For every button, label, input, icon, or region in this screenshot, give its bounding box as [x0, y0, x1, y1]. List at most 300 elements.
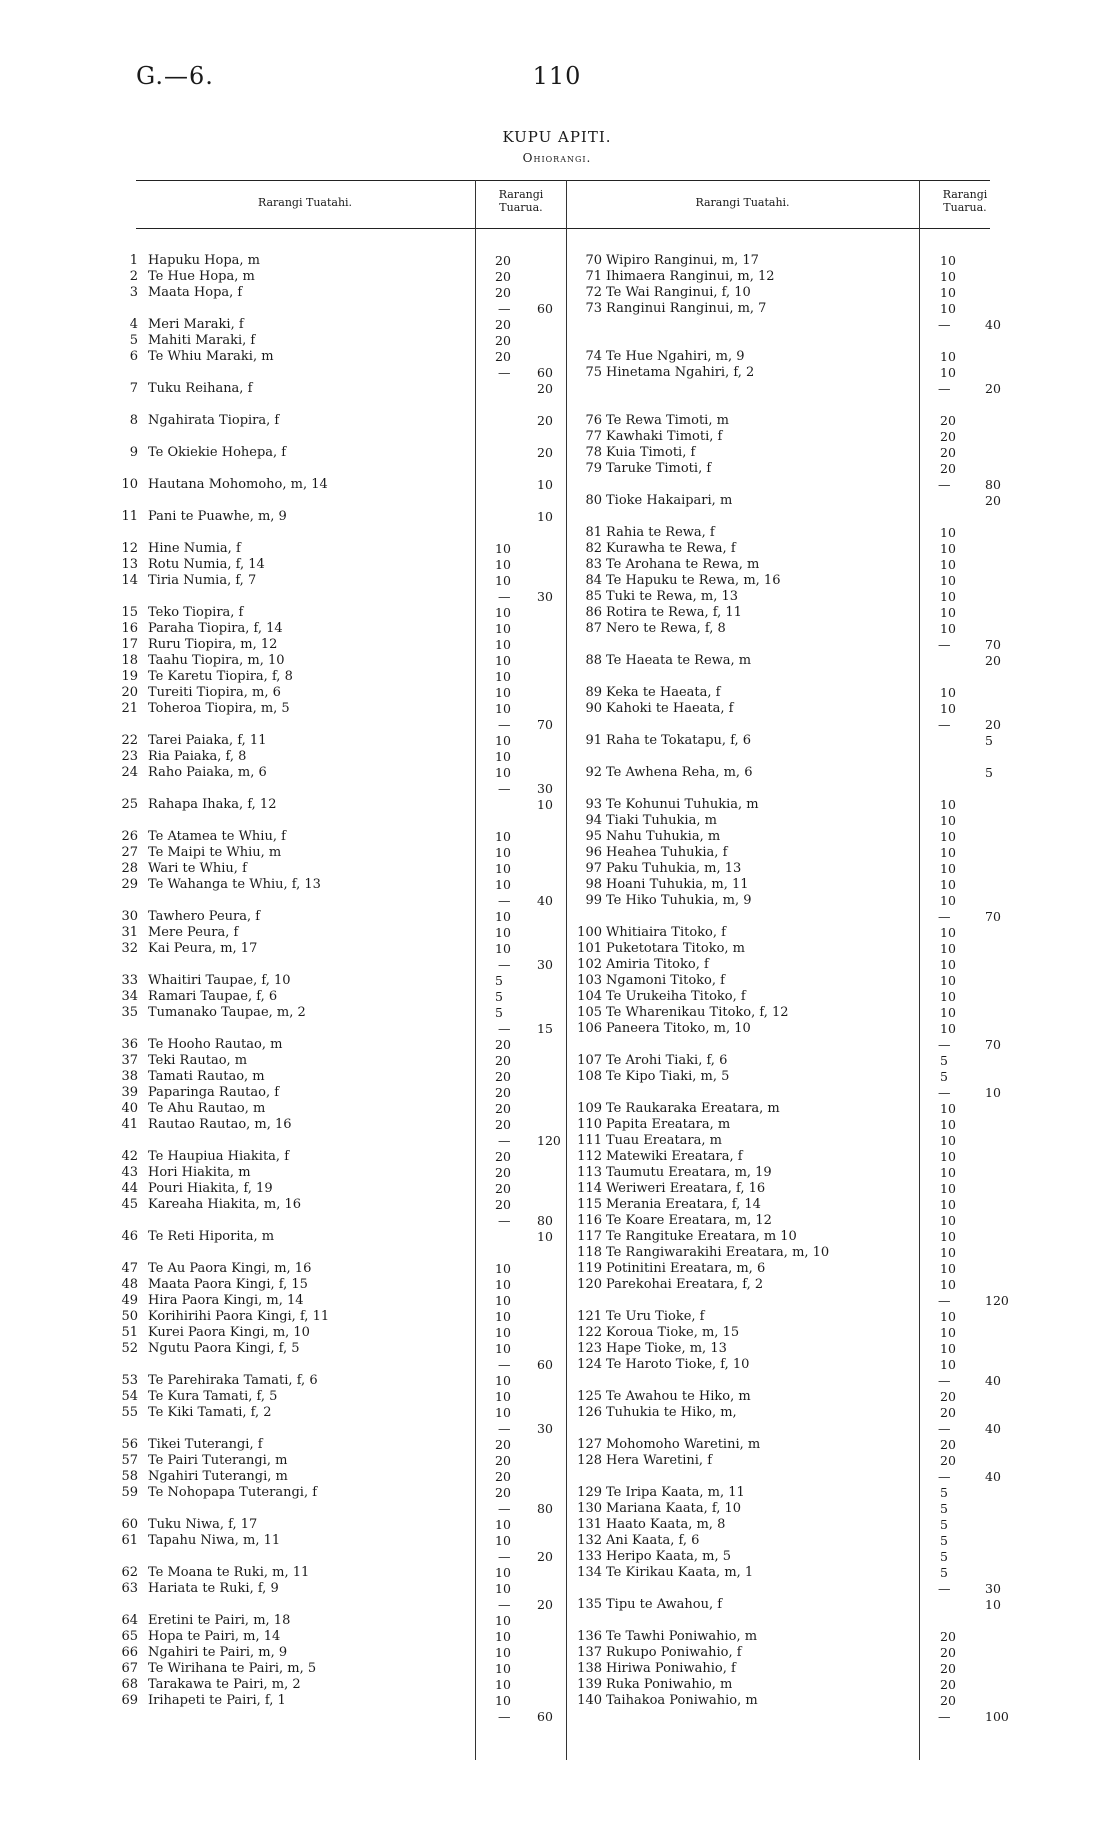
entry-number: 56	[121, 1437, 138, 1452]
subtotal-value: 70	[985, 1037, 1001, 1052]
subtotal-value: 60	[537, 301, 553, 316]
entry-name: Papita Ereatara, m	[606, 1117, 731, 1132]
table-row	[0, 941, 1114, 957]
entry-number: 136	[577, 1629, 602, 1644]
subtotal-value: 20	[537, 413, 553, 428]
subtotal-value: 20	[537, 1549, 553, 1564]
subtotal-value: 30	[537, 957, 553, 972]
entry-number: 87	[585, 621, 602, 636]
table-row	[0, 1021, 1114, 1037]
entry-number: 68	[121, 1677, 138, 1692]
subtotal-dash: —	[938, 717, 951, 732]
share-value: 20	[495, 1037, 511, 1052]
entry-number: 119	[577, 1261, 602, 1276]
entry-name: Kawhaki Timoti, f	[606, 429, 723, 444]
entry-name: Tipu te Awahou, f	[606, 1597, 723, 1612]
entry-number: 76	[585, 413, 602, 428]
entry-name: Te Pairi Tuterangi, m	[148, 1453, 288, 1468]
share-value: 10	[940, 1117, 956, 1132]
entry-number: 105	[577, 1005, 602, 1020]
entry-name: Weriweri Ereatara, f, 16	[606, 1181, 766, 1196]
subtotal-value: 40	[985, 1469, 1001, 1484]
entry-number: 94	[585, 813, 602, 828]
entry-number: 75	[585, 365, 602, 380]
entry-name: Te Uru Tioke, f	[606, 1309, 705, 1324]
entry-name: Te Parehiraka Tamati, f, 6	[148, 1373, 318, 1388]
entry-number: 51	[121, 1325, 138, 1340]
table-row	[0, 1437, 1114, 1453]
share-value: 5	[940, 1501, 948, 1516]
entry-number: 6	[129, 349, 138, 364]
share-value: 20	[495, 1181, 511, 1196]
share-value: 10	[495, 669, 511, 684]
table-row	[0, 797, 1114, 813]
entry-name: Te Atamea te Whiu, f	[148, 829, 286, 844]
entry-name: Rotu Numia, f, 14	[148, 557, 265, 572]
table-row	[0, 589, 1114, 605]
subtotal-dash: —	[498, 589, 511, 604]
share-value: 10	[940, 1021, 956, 1036]
subtotal-value: 80	[537, 1501, 553, 1516]
entry-name: Rotira te Rewa, f, 11	[606, 605, 742, 620]
subtotal-dash: —	[938, 1293, 951, 1308]
share-value: 5	[940, 1053, 948, 1068]
entry-name: Ihimaera Ranginui, m, 12	[606, 269, 775, 284]
table-row	[0, 285, 1114, 301]
table-row	[0, 1149, 1114, 1165]
share-value: 20	[940, 445, 956, 460]
entry-number: 92	[585, 765, 602, 780]
share-value: 10	[940, 589, 956, 604]
entry-name: Tuku Reihana, f	[148, 381, 253, 396]
page-code: G.—6.	[136, 62, 214, 90]
table-row	[0, 1453, 1114, 1469]
entry-name: Hautana Mohomoho, m, 14	[148, 477, 328, 492]
entry-name: Wari te Whiu, f	[148, 861, 247, 876]
entry-name: Rautao Rautao, m, 16	[148, 1117, 292, 1132]
table-row	[0, 813, 1114, 829]
subtotal-value: 60	[537, 365, 553, 380]
share-value: 20	[495, 1053, 511, 1068]
subtotal-row	[0, 717, 1114, 733]
entry-name: Tawhero Peura, f	[148, 909, 261, 924]
entry-number: 37	[121, 1053, 138, 1068]
share-value: 20	[940, 413, 956, 428]
entry-number: 32	[121, 941, 138, 956]
entry-name: Te Hue Ngahiri, m, 9	[606, 349, 745, 364]
entry-name: Mahiti Maraki, f	[148, 333, 256, 348]
entry-number: 26	[121, 829, 138, 844]
share-value: 10	[495, 1341, 511, 1356]
subtotal-dash: —	[938, 637, 951, 652]
share-value: 10	[940, 973, 956, 988]
entry-number: 36	[121, 1037, 138, 1052]
share-value: 20	[495, 1101, 511, 1116]
entry-name: Tureiti Tiopira, m, 6	[148, 685, 281, 700]
entry-name: Hori Hiakita, m	[148, 1165, 251, 1180]
entry-number: 108	[577, 1069, 602, 1084]
subtotal-value: 60	[537, 1357, 553, 1372]
share-value: 10	[940, 1005, 956, 1020]
entry-number: 21	[121, 701, 138, 716]
entry-number: 124	[577, 1357, 602, 1372]
subtotal-dash: —	[498, 1133, 511, 1148]
entry-name: Te Okiekie Hohepa, f	[148, 445, 287, 460]
share-value: 10	[495, 1373, 511, 1388]
entry-number: 11	[121, 509, 138, 524]
share-value: 5	[495, 1005, 503, 1020]
entry-number: 40	[121, 1101, 138, 1116]
entry-name: Te Tawhi Poniwahio, m	[606, 1629, 758, 1644]
share-value: 20	[940, 1677, 956, 1692]
share-value: 20	[495, 1069, 511, 1084]
table-row	[0, 925, 1114, 941]
entry-number: 96	[585, 845, 602, 860]
subtotal-row	[0, 781, 1114, 797]
subtotal-value: 70	[537, 717, 553, 732]
share-value: 20	[940, 1453, 956, 1468]
subtotal-dash: —	[498, 1357, 511, 1372]
entry-number: 5	[129, 333, 138, 348]
entry-name: Tumanako Taupae, m, 2	[148, 1005, 306, 1020]
table-row	[0, 1341, 1114, 1357]
entry-number: 27	[121, 845, 138, 860]
entry-number: 84	[585, 573, 602, 588]
subtotal-dash: —	[498, 1213, 511, 1228]
table-row	[0, 1661, 1114, 1677]
entry-name: Ranginui Ranginui, m, 7	[606, 301, 767, 316]
subtotal-dash: —	[498, 365, 511, 380]
subtotal-dash: —	[498, 781, 511, 796]
entry-number: 2	[129, 269, 138, 284]
subtotal-value: 40	[985, 1373, 1001, 1388]
entry-number: 20	[121, 685, 138, 700]
subtotal-dash: —	[498, 957, 511, 972]
entry-number: 29	[121, 877, 138, 892]
entry-name: Te Rewa Timoti, m	[606, 413, 729, 428]
share-value: 5	[495, 989, 503, 1004]
entry-name: Tuki te Rewa, m, 13	[606, 589, 739, 604]
share-value: 20	[940, 1405, 956, 1420]
share-value: 20	[495, 1149, 511, 1164]
share-value: 10	[940, 877, 956, 892]
entry-name: Tuhukia te Hiko, m,	[606, 1405, 737, 1420]
entry-number: 138	[577, 1661, 602, 1676]
table-row	[0, 685, 1114, 701]
entry-number: 133	[577, 1549, 602, 1564]
entry-number: 81	[585, 525, 602, 540]
table-row	[0, 1501, 1114, 1517]
entry-name: Maata Paora Kingi, f, 15	[148, 1277, 308, 1292]
subtotal-value: 80	[985, 477, 1001, 492]
table-row	[0, 861, 1114, 877]
entry-name: Mariana Kaata, f, 10	[606, 1501, 742, 1516]
share-value: 10	[940, 989, 956, 1004]
entry-number: 104	[577, 989, 602, 1004]
share-value: 20	[495, 1165, 511, 1180]
subtotal-value: 20	[985, 717, 1001, 732]
share-value: 10	[495, 845, 511, 860]
share-value: 10	[495, 1629, 511, 1644]
subtotal-value: 20	[537, 445, 553, 460]
share-value: 10	[940, 1213, 956, 1228]
entry-number: 12	[121, 541, 138, 556]
table-row	[0, 1005, 1114, 1021]
entry-number: 113	[577, 1165, 602, 1180]
entry-number: 78	[585, 445, 602, 460]
entry-name: Te Awhena Reha, m, 6	[606, 765, 753, 780]
table-row	[0, 1645, 1114, 1661]
entry-name: Te Reti Hiporita, m	[148, 1229, 275, 1244]
entry-name: Pani te Puawhe, m, 9	[148, 509, 287, 524]
table-row	[0, 269, 1114, 285]
entry-number: 69	[121, 1693, 138, 1708]
entry-number: 77	[585, 429, 602, 444]
entry-number: 16	[121, 621, 138, 636]
share-value: 10	[940, 605, 956, 620]
entry-number: 123	[577, 1341, 602, 1356]
entry-number: 3	[129, 285, 138, 300]
entry-number: 139	[577, 1677, 602, 1692]
share-value: 20	[495, 1085, 511, 1100]
table-row	[0, 493, 1114, 509]
subtotal-dash: —	[938, 1373, 951, 1388]
share-value: 5	[940, 1517, 948, 1532]
entry-number: 88	[585, 653, 602, 668]
share-value: 10	[495, 685, 511, 700]
share-value: 20	[495, 285, 511, 300]
table-row	[0, 1117, 1114, 1133]
table-row	[0, 733, 1114, 749]
table-row	[0, 621, 1114, 637]
entry-number: 39	[121, 1085, 138, 1100]
entry-number: 93	[585, 797, 602, 812]
share-value: 10	[940, 685, 956, 700]
share-value: 10	[495, 877, 511, 892]
entry-number: 65	[121, 1629, 138, 1644]
subtotal-row	[0, 637, 1114, 653]
entry-name: Te Whiu Maraki, m	[148, 349, 274, 364]
table-row	[0, 1405, 1114, 1421]
entry-number: 126	[577, 1405, 602, 1420]
entry-number: 134	[577, 1565, 602, 1580]
share-value: 10	[940, 1277, 956, 1292]
entry-number: 116	[577, 1213, 602, 1228]
entry-name: Kai Peura, m, 17	[148, 941, 258, 956]
share-value: 10	[940, 1133, 956, 1148]
entry-number: 55	[121, 1405, 138, 1420]
column-header-second-line2: Tuarua.	[499, 201, 543, 214]
subtotal-row	[0, 1037, 1114, 1053]
subtotal-value: 40	[985, 1421, 1001, 1436]
entry-number: 99	[585, 893, 602, 908]
subtotal-row	[0, 1373, 1114, 1389]
share-value: 10	[940, 893, 956, 908]
entry-number: 80	[585, 493, 602, 508]
entry-name: Taruke Timoti, f	[606, 461, 712, 476]
subtotal-dash: —	[498, 1709, 511, 1724]
share-value: 10	[495, 941, 511, 956]
table-row	[0, 1277, 1114, 1293]
entry-number: 103	[577, 973, 602, 988]
entry-number: 121	[577, 1309, 602, 1324]
share-value: 20	[940, 461, 956, 476]
entry-number: 89	[585, 685, 602, 700]
entry-number: 24	[121, 765, 138, 780]
entry-name: Hinetama Ngahiri, f, 2	[606, 365, 755, 380]
entry-name: Mohomoho Waretini, m	[606, 1437, 761, 1452]
share-value: 10	[495, 1325, 511, 1340]
share-value: 20	[940, 429, 956, 444]
entry-number: 1	[129, 253, 138, 268]
entry-name: Tamati Rautao, m	[148, 1069, 265, 1084]
subtotal-value: 40	[985, 317, 1001, 332]
entry-name: Keka te Haeata, f	[606, 685, 721, 700]
column-header-second-line1: Rarangi	[498, 188, 544, 201]
subtotal-value: 10	[985, 1597, 1001, 1612]
column-header-first: Rarangi Tuatahi.	[257, 196, 353, 209]
table-row	[0, 1053, 1114, 1069]
entry-name: Tuau Ereatara, m	[606, 1133, 722, 1148]
entry-name: Te Haupiua Hiakita, f	[148, 1149, 290, 1164]
table-row	[0, 413, 1114, 429]
share-value: 5	[940, 1533, 948, 1548]
table-row	[0, 877, 1114, 893]
share-value: 5	[495, 973, 503, 988]
entry-name: Te Hiko Tuhukia, m, 9	[606, 893, 752, 908]
subtotal-dash: —	[938, 477, 951, 492]
share-value: 10	[495, 1677, 511, 1692]
entry-name: Ruka Poniwahio, m	[606, 1677, 733, 1692]
entry-number: 91	[585, 733, 602, 748]
subtotal-dash: —	[498, 717, 511, 732]
share-value: 10	[495, 637, 511, 652]
entry-number: 30	[121, 909, 138, 924]
entry-number: 130	[577, 1501, 602, 1516]
entry-number: 35	[121, 1005, 138, 1020]
header-rule-bottom	[136, 228, 990, 229]
share-value: 20	[495, 1437, 511, 1452]
share-value: 10	[495, 1581, 511, 1596]
subtotal-row	[0, 1709, 1114, 1725]
share-value: 10	[495, 1661, 511, 1676]
entry-name: Amiria Titoko, f	[606, 957, 709, 972]
entry-name: Te Karetu Tiopira, f, 8	[148, 669, 293, 684]
subtotal-value: 20	[985, 493, 1001, 508]
entry-number: 25	[121, 797, 138, 812]
entry-number: 53	[121, 1373, 138, 1388]
entry-number: 50	[121, 1309, 138, 1324]
table-row	[0, 525, 1114, 541]
subtotal-value: 20	[537, 381, 553, 396]
entry-name: Hine Numia, f	[148, 541, 241, 556]
entry-name: Te Moana te Ruki, m, 11	[148, 1565, 310, 1580]
entry-name: Te Kohunui Tuhukia, m	[606, 797, 759, 812]
subtotal-value: 60	[537, 1709, 553, 1724]
entry-name: Haato Kaata, m, 8	[606, 1517, 726, 1532]
entry-name: Te Kirikau Kaata, m, 1	[606, 1565, 754, 1580]
share-value: 20	[940, 1661, 956, 1676]
column-header-second-line2: Tuarua.	[943, 201, 987, 214]
entry-name: Te Hooho Rautao, m	[148, 1037, 283, 1052]
table-row	[0, 653, 1114, 669]
entry-name: Taumutu Ereatara, m, 19	[606, 1165, 772, 1180]
entry-name: Raha te Tokatapu, f, 6	[606, 733, 752, 748]
share-value: 20	[940, 1629, 956, 1644]
subtotal-dash: —	[938, 909, 951, 924]
entry-name: Toheroa Tiopira, m, 5	[148, 701, 290, 716]
entry-number: 61	[121, 1533, 138, 1548]
entry-name: Paneera Titoko, m, 10	[606, 1021, 751, 1036]
table-row	[0, 829, 1114, 845]
entry-name: Mere Peura, f	[148, 925, 239, 940]
entry-number: 125	[577, 1389, 602, 1404]
share-value: 20	[495, 1453, 511, 1468]
share-value: 10	[495, 653, 511, 668]
subtotal-value: 15	[537, 1021, 553, 1036]
entry-number: 83	[585, 557, 602, 572]
share-value: 10	[495, 541, 511, 556]
table-row	[0, 253, 1114, 269]
entry-name: Te Urukeiha Titoko, f	[606, 989, 746, 1004]
entry-name: Rahia te Rewa, f	[606, 525, 715, 540]
entry-number: 90	[585, 701, 602, 716]
header-rule-top	[136, 180, 990, 181]
entry-name: Tikei Tuterangi, f	[148, 1437, 263, 1452]
share-value: 10	[495, 925, 511, 940]
subtotal-value: 70	[985, 909, 1001, 924]
share-value: 10	[940, 1165, 956, 1180]
share-value: 10	[940, 957, 956, 972]
subtotal-value: 120	[537, 1133, 561, 1148]
entry-name: Te Rangiwarakihi Ereatara, m, 10	[606, 1245, 830, 1260]
subtotal-row	[0, 1581, 1114, 1597]
share-value: 20	[495, 1197, 511, 1212]
share-value: 10	[940, 829, 956, 844]
subtotal-dash: —	[938, 1581, 951, 1596]
share-value: 10	[495, 1517, 511, 1532]
share-value: 10	[495, 573, 511, 588]
share-value: 20	[495, 333, 511, 348]
subtotal-dash: —	[938, 381, 951, 396]
entry-number: 70	[585, 253, 602, 268]
subtotal-dash: —	[938, 1469, 951, 1484]
register-table	[0, 247, 1114, 1767]
subtotal-dash: —	[498, 1421, 511, 1436]
entry-name: Merania Ereatara, f, 14	[606, 1197, 761, 1212]
entry-number: 17	[121, 637, 138, 652]
entry-number: 52	[121, 1341, 138, 1356]
share-value: 10	[940, 573, 956, 588]
entry-name: Kahoki te Haeata, f	[606, 701, 734, 716]
share-value: 20	[495, 269, 511, 284]
table-row	[0, 605, 1114, 621]
entry-number: 44	[121, 1181, 138, 1196]
entry-name: Tarakawa te Pairi, m, 2	[148, 1677, 301, 1692]
column-header-second	[924, 188, 1006, 214]
entry-name: Teko Tiopira, f	[148, 605, 244, 620]
entry-name: Te Awahou te Hiko, m	[606, 1389, 751, 1404]
entry-name: Korihirihi Paora Kingi, f, 11	[148, 1309, 330, 1324]
entry-number: 118	[577, 1245, 602, 1260]
entry-number: 60	[121, 1517, 138, 1532]
subtotal-value: 30	[985, 1581, 1001, 1596]
subtotal-value: 80	[537, 1213, 553, 1228]
entry-name: Rukupo Poniwahio, f	[606, 1645, 742, 1660]
share-value: 10	[495, 765, 511, 780]
entry-name: Te Au Paora Kingi, m, 16	[148, 1261, 312, 1276]
share-value: 10	[940, 1309, 956, 1324]
